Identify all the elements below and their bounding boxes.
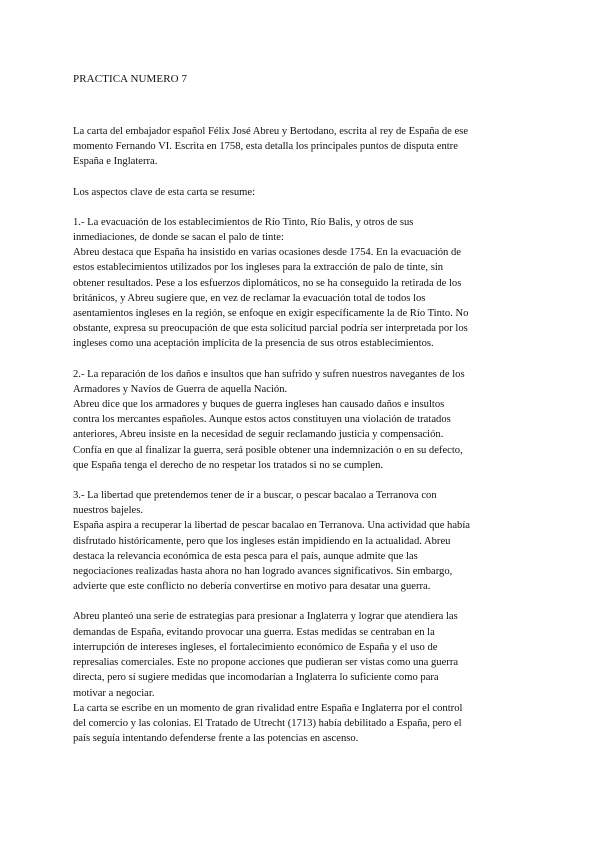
text-line: contra los mercantes españoles. Aunque estos actos constituyen una violación de tratados: [73, 414, 451, 426]
page-title: PRACTICA NUMERO 7: [73, 73, 188, 85]
point-heading-line: 1.- La evacuación de los establecimientos de Río Tinto, Río Balis, y otros de sus: [73, 216, 414, 228]
text-line: Abreu dice que los armadores y buques de guerra ingleses han causado daños e insultos: [73, 399, 445, 411]
text-line: España aspira a recuperar la libertad de pescar bacalao en Terranova. Una actividad que había: [73, 520, 471, 532]
text-line: que España tenga el derecho de no respetar los tratados si no se cumplen.: [73, 459, 384, 471]
text-line: Los aspectos clave de esta carta se resume:: [73, 186, 256, 198]
text-line: estos establecimientos utilizados por los ingleses para la extracción de palo de tinte, sin: [73, 262, 444, 274]
point-2-paragraph: [73, 367, 533, 473]
document-body: [73, 124, 533, 761]
text-line: demandas de España, evitando provocar una guerra. Estas medidas se centraban en la: [73, 626, 435, 638]
point-3-paragraph: [73, 488, 533, 594]
text-line: disfrutado históricamente, pero que los ingleses están impidiendo en la actualidad. Abreu: [73, 535, 451, 547]
text-line: británicos, y Abreu sugiere que, en vez de reclamar la evacuación total de todos los: [73, 292, 426, 304]
text-line: asentamientos ingleses en la región, se enfoque en exigir específicamente la de Río Tinto. No: [73, 308, 469, 320]
text-line: Confía en que al finalizar la guerra, será posible obtener una indemnización o en su defecto,: [73, 444, 463, 456]
context-paragraph: [73, 701, 533, 747]
summary-heading: [73, 185, 533, 200]
text-line: España e Inglaterra.: [73, 156, 158, 168]
text-line: motivar a negociar.: [73, 687, 155, 699]
text-line: La carta se escribe en un momento de gran rivalidad entre España e Inglaterra por el control: [73, 702, 463, 714]
text-line: obtener resultados. Pese a los esfuerzos diplomáticos, no se ha conseguido la retirada de los: [73, 277, 462, 289]
point-heading-line: 2.- La reparación de los daños e insultos que han sufrido y sufren nuestros navegantes de los: [73, 368, 465, 380]
text-line: advierte que este conflicto no debería convertirse en motivo para desatar una guerra.: [73, 581, 431, 593]
intro-paragraph: [73, 124, 533, 170]
text-line: interrupción de intereses ingleses, el fortalecimiento económico de España y el uso de: [73, 641, 438, 653]
text-line: represalias comerciales. Este no propone acciones que pudieran ser vistas como una guerra: [73, 657, 459, 669]
point-heading-line: 3.- La libertad que pretendemos tener de ir a buscar, o pescar bacalao a Terranova con: [73, 490, 437, 502]
text-line: país seguía intentando defenderse frente a las potencias en ascenso.: [73, 733, 359, 745]
text-line: obstante, expresa su preocupación de que esta solicitud parcial podría ser interpretada por los: [73, 323, 468, 335]
text-line: momento Fernando VI. Escrita en 1758, esta detalla los principales puntos de disputa entre: [73, 141, 458, 153]
text-line: directa, pero sí sugiere medidas que incomodarían a Inglaterra lo suficiente como para: [73, 672, 439, 684]
text-line: del comercio y las colonias. El Tratado de Utrecht (1713) había debilitado a España, pero el: [73, 717, 462, 729]
strategies-paragraph: [73, 609, 533, 700]
text-line: destaca la relevancia económica de esta pesca para el país, aunque admite que las: [73, 550, 418, 562]
text-line: ingleses como una aceptación implícita de la presencia de sus otros establecimientos.: [73, 338, 434, 350]
point-heading-line: Armadores y Navíos de Guerra de aquella Nación.: [73, 383, 288, 395]
text-line: Abreu destaca que España ha insistido en varias ocasiones desde 1754. En la evacuación de: [73, 247, 462, 259]
text-line: Abreu planteó una serie de estrategias para presionar a Inglaterra y lograr que atendiera las: [73, 611, 458, 623]
point-heading-line: inmediaciones, de donde se sacan el palo de tinte:: [73, 232, 284, 244]
text-line: La carta del embajador español Félix José Abreu y Bertodano, escrita al rey de España de ese: [73, 126, 469, 137]
text-line: negociaciones realizadas hasta ahora no han logrado avances significativos. Sin embargo,: [73, 566, 453, 578]
point-1-paragraph: [73, 215, 533, 352]
point-heading-line: nuestros bajeles.: [73, 505, 144, 517]
text-line: anteriores, Abreu insiste en la necesidad de seguir reclamando justicia y compensación.: [73, 429, 444, 441]
